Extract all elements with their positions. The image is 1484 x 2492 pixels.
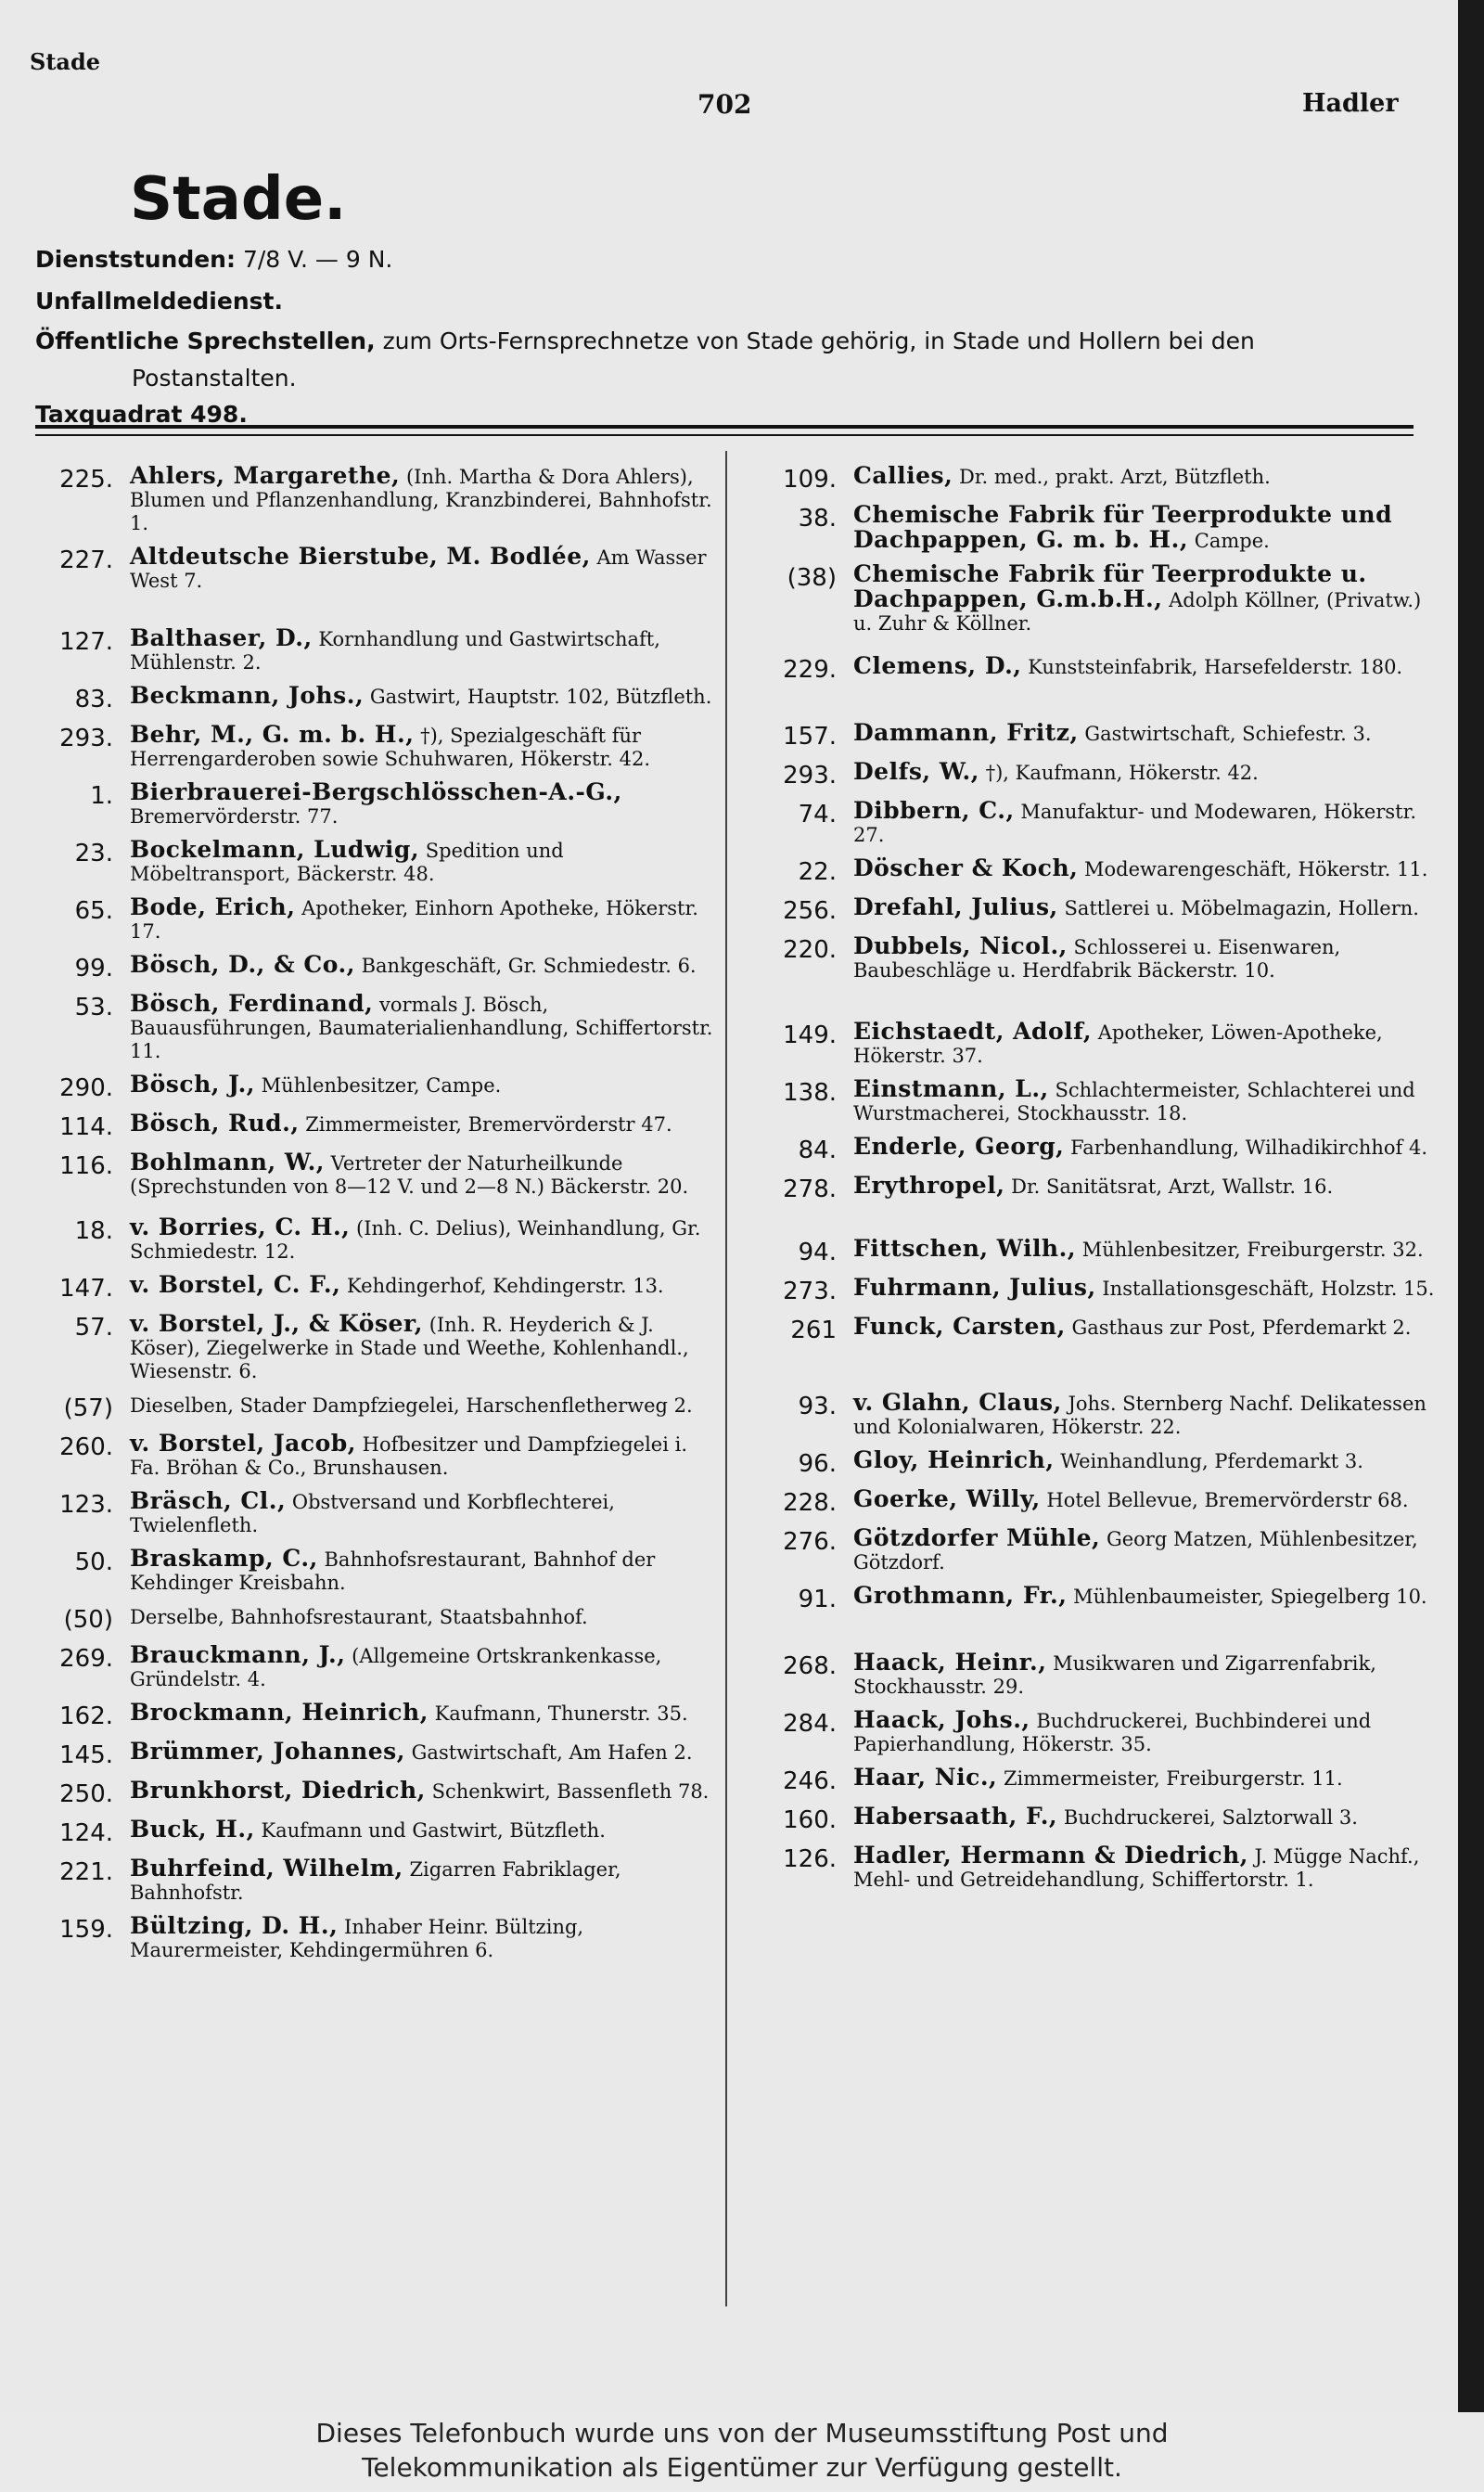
entry-text [130,1111,723,1137]
phone-number: 53. [74,994,113,1021]
subscriber-details: Schlachtermeister, Schlachterei und Wurstmacherei, Stockhausstr. 18. [853,1079,1415,1124]
directory-entry [28,1432,723,1480]
subscriber-details: Spedition und Möbeltransport, Bäckerstr. 48. [130,840,564,885]
phone-number: 50. [74,1548,113,1576]
phone-number: 38. [798,505,837,533]
directory-entry [751,1805,1438,1834]
entry-text [130,626,723,674]
public-stations-continued: Postanstalten. [132,365,297,392]
entry-text [853,1651,1438,1699]
phone-number: 225. [59,466,113,494]
subscriber-details: Kaufmann, Thunerstr. 35. [434,1702,688,1725]
service-hours-value: 7/8 V. — 9 N. [242,246,393,273]
entry-text [853,1708,1438,1756]
subscriber-name: Habersaath, F., [853,1803,1058,1830]
directory-entry [751,721,1438,751]
subscriber-name: Bösch, Ferdinand, [130,990,374,1017]
subscriber-name: Brauckmann, J., [130,1641,346,1668]
subscriber-name: Döscher & Koch, [853,854,1079,881]
subscriber-name: v. Borries, C. H., [130,1214,351,1240]
subscriber-name: Goerke, Willy, [853,1485,1041,1512]
page-number: 702 [697,89,752,120]
subscriber-details: Weinhandlung, Pferdemarkt 3. [1060,1450,1363,1472]
entry-text [130,545,723,593]
subscriber-name: Bode, Erich, [130,893,296,920]
entry-text [130,1701,723,1726]
entry-text [853,503,1438,553]
entry-text [130,1740,723,1765]
directory-entry [751,760,1438,790]
phone-number: 145. [59,1741,113,1769]
directory-entry [28,1856,723,1905]
subscriber-name: Dammann, Fritz, [853,719,1079,746]
subscriber-details: Gastwirtschaft, Am Hafen 2. [411,1741,693,1764]
running-head-left: Stade [30,48,101,75]
subscriber-name: Eichstaedt, Adolf, [853,1018,1093,1045]
tax-quadrat [35,401,248,428]
entry-text [853,760,1438,785]
entry-text [130,1273,723,1298]
phone-number: 57. [74,1314,113,1342]
directory-entry [28,545,723,593]
subscriber-details: Installationsgeschäft, Holzstr. 15. [1102,1278,1435,1300]
phone-number: 127. [59,628,113,656]
subscriber-details: Zigarren Fabriklager, Bahnhofstr. [130,1858,621,1904]
phone-number: 273. [783,1278,837,1305]
subscriber-name: v. Borstel, Jacob, [130,1430,356,1457]
subscriber-details: Farbenhandlung, Wilhadikirchhof 4. [1070,1137,1428,1159]
directory-entry [751,1391,1438,1439]
phone-number: 229. [783,656,837,684]
directory-entry [751,1708,1438,1756]
phone-number: 99. [74,955,113,983]
phone-number: 250. [59,1780,113,1808]
phone-number: 260. [59,1433,113,1461]
directory-entry [751,1315,1438,1344]
subscriber-details: Obstversand und Korbflechterei, Twielenfleth. [130,1491,615,1536]
phone-number: 126. [783,1845,837,1873]
entry-text [130,1779,723,1804]
subscriber-details: Dieselben, Stader Dampfziegelei, Harschenfletherweg 2. [130,1394,693,1417]
phone-number: 94. [798,1239,837,1266]
directory-entry [28,1393,723,1422]
public-stations-text: zum Orts-Fernsprechnetze von Stade gehörig, in Stade und Hollern bei den [382,328,1255,354]
subscriber-details: Bankgeschäft, Gr. Schmiedestr. 6. [361,955,697,977]
subscriber-name: Dibbern, C., [853,797,1015,824]
subscriber-details: Mühlenbesitzer, Freiburgerstr. 32. [1081,1239,1424,1261]
entry-text [130,1215,723,1264]
phone-number: 84. [798,1137,837,1164]
entry-text [130,723,723,771]
directory-entry [28,1073,723,1102]
subscriber-name: Bösch, J., [130,1071,255,1098]
entry-text [853,721,1438,746]
entry-text [853,1315,1438,1340]
subscriber-name: Fuhrmann, Julius, [853,1274,1096,1301]
service-hours-label: Dienststunden: [35,246,236,273]
phone-number: (57) [63,1394,113,1422]
subscriber-details: (Inh. C. Delius), Weinhandlung, Gr. Schmiedestr. 12. [130,1217,701,1263]
subscriber-name: Brümmer, Johannes, [130,1738,405,1765]
entry-text [853,799,1438,847]
subscriber-name: Bockelmann, Ludwig, [130,836,420,863]
subscriber-details: Campe. [1194,530,1270,552]
directory-entry [28,1604,723,1634]
directory-entry [751,503,1438,553]
subscriber-name: Ahlers, Margarethe, [130,462,401,489]
subscriber-details: Sattlerei u. Möbelmagazin, Hollern. [1064,897,1419,919]
subscriber-name: Haack, Heinr., [853,1649,1047,1676]
subscriber-name: Brunkhorst, Diedrich, [130,1777,426,1804]
subscriber-name: Altdeutsche Bierstube, M. Bodlée, [130,543,591,570]
directory-entry [751,1135,1438,1164]
phone-number: 284. [783,1710,837,1738]
subscriber-details: (Allgemeine Ortskrankenkasse, Gründelstr. 4. [130,1645,662,1690]
directory-entry [751,856,1438,886]
column-divider [725,451,727,2306]
entry-text [130,1547,723,1595]
subscriber-name: Behr, M., G. m. b. H., [130,721,415,748]
directory-entry [751,1020,1438,1068]
phone-number: 269. [59,1645,113,1673]
subscriber-details: Mühlenbesitzer, Campe. [261,1074,502,1097]
directory-entry [751,799,1438,847]
entry-text [853,1448,1438,1473]
entry-text [853,464,1438,489]
subscriber-name: Enderle, Georg, [853,1133,1065,1160]
entry-text [130,1432,723,1480]
entry-text [130,953,723,978]
phone-number: 1. [90,782,113,810]
phone-number: 256. [783,897,837,925]
phone-number: 261 [790,1317,837,1344]
subscriber-details: Mühlenbaumeister, Spiegelberg 10. [1073,1586,1427,1608]
phone-number: 160. [783,1806,837,1834]
subscriber-details: Gasthaus zur Post, Pferdemarkt 2. [1071,1317,1412,1339]
phone-number: 123. [59,1491,113,1519]
subscriber-details: Bahnhofsrestaurant, Bahnhof der Kehdinger Kreisbahn. [130,1548,656,1594]
directory-entry [28,1643,723,1691]
entry-text [130,780,723,829]
subscriber-details: Manufaktur- und Modewaren, Hökerstr. 27. [853,801,1417,846]
header-rule [35,425,1414,429]
phone-number: 278. [783,1175,837,1203]
phone-number: 220. [783,936,837,964]
phone-number: 149. [783,1021,837,1049]
phone-number: 22. [798,858,837,886]
subscriber-details: Johs. Sternberg Nachf. Delikatessen und Kolonialwaren, Hökerstr. 22. [853,1393,1426,1438]
directory-entry [751,562,1438,636]
directory-entry [28,1312,723,1383]
public-stations [35,328,1255,354]
subscriber-name: v. Glahn, Claus, [853,1389,1062,1416]
directory-entry [751,895,1438,925]
subscriber-details: Dr. med., prakt. Arzt, Bützfleth. [958,466,1271,488]
phone-number: 293. [783,762,837,790]
entry-text [853,1237,1438,1262]
directory-entry [751,464,1438,494]
entry-text [130,895,723,944]
directory-entry [28,780,723,829]
directory-entry [28,1489,723,1537]
subscriber-details: Kunststeinfabrik, Harsefelderstr. 180. [1028,656,1403,678]
subscriber-name: Balthaser, D., [130,624,313,651]
subscriber-name: Chemische Fabrik für Teerprodukte und Dachpappen, G. m. b. H., [853,501,1393,553]
directory-entry [28,1547,723,1595]
entry-text [130,1643,723,1691]
phone-number: 268. [783,1652,837,1680]
directory-entry [751,1174,1438,1203]
subscriber-details: Kornhandlung und Gastwirtschaft, Mühlenstr. 2. [130,628,660,674]
directory-entry [751,1651,1438,1699]
running-head-right: Hadler [1302,89,1399,118]
phone-number: 276. [783,1528,837,1556]
subscriber-name: Beckmann, Johs., [130,682,365,709]
directory-entry [751,934,1438,983]
entry-text [130,464,723,535]
directory-entry [751,1843,1438,1892]
subscriber-details: J. Mügge Nachf., Mehl- und Getreidehandlung, Schiffertorstr. 1. [853,1845,1420,1891]
subscriber-details: Kehdingerhof, Kehdingerstr. 13. [347,1275,664,1297]
directory-entry [28,1150,723,1199]
entry-text [853,1526,1438,1574]
phone-number: 23. [74,840,113,867]
phone-number: 96. [798,1450,837,1478]
subscriber-details: Hotel Bellevue, Bremervörderstr 68. [1046,1489,1409,1511]
subscriber-name: Bösch, D., & Co., [130,951,355,978]
accident-service [35,288,283,315]
subscriber-details: Dr. Sanitätsrat, Arzt, Wallstr. 16. [1011,1175,1334,1198]
tax-quadrat-label: Taxquadrat 498. [35,401,248,428]
subscriber-name: Fittschen, Wilh., [853,1235,1077,1262]
phone-number: 138. [783,1079,837,1107]
phone-number: 116. [59,1152,113,1180]
directory-entry [28,1818,723,1847]
public-stations-label: Öffentliche Sprechstellen, [35,328,376,354]
entry-text [130,1393,723,1418]
entry-text [130,1312,723,1383]
subscriber-name: Haack, Johs., [853,1706,1030,1733]
directory-entry [28,723,723,771]
phone-number: 221. [59,1858,113,1886]
phone-number: 162. [59,1702,113,1730]
footer-notice [0,2412,1484,2492]
phone-number: 114. [59,1113,113,1141]
subscriber-name: Bösch, Rud., [130,1110,300,1137]
subscriber-name: Buck, H., [130,1816,255,1843]
subscriber-name: Haar, Nic., [853,1764,998,1791]
directory-entry [751,654,1438,684]
subscriber-details: Zimmermeister, Freiburgerstr. 11. [1003,1767,1343,1790]
subscriber-name: Chemische Fabrik für Teerprodukte u. Dachpappen, G.m.b.H., [853,560,1367,612]
subscriber-details: Hofbesitzer und Dampfziegelei i. Fa. Bröhan & Co., Brunshausen. [130,1433,688,1479]
subscriber-name: Bohlmann, W., [130,1149,325,1175]
entry-text [130,992,723,1063]
phone-number: 159. [59,1916,113,1944]
subscriber-details: Schlosserei u. Eisenwaren, Baubeschläge u. Herdfabrik Bäckerstr. 10. [853,936,1341,982]
subscriber-name: Bräsch, Cl., [130,1487,287,1514]
subscriber-details: Adolph Köllner, (Privatw.) u. Zuhr & Köllner. [853,589,1422,635]
entry-text [130,684,723,709]
entry-text [853,1584,1438,1609]
subscriber-details: vormals J. Bösch, Bauausführungen, Baumaterialienhandlung, Schiffertorstr. 11. [130,994,713,1062]
subscriber-details: Apotheker, Löwen-Apotheke, Hökerstr. 37. [853,1021,1383,1067]
subscriber-name: Clemens, D., [853,652,1022,679]
phone-number: 109. [783,466,837,494]
subscriber-details: Georg Matzen, Mühlenbesitzer, Götzdorf. [853,1528,1418,1574]
directory-entry [28,1701,723,1730]
subscriber-name: Braskamp, C., [130,1545,318,1572]
subscriber-details: (Inh. R. Heyderich & J. Köser), Ziegelwerke in Stade und Weethe, Kohlenhandl., Wiesenstr. 6. [130,1314,689,1382]
entry-text [853,1487,1438,1512]
subscriber-name: Götzdorfer Mühle, [853,1524,1101,1551]
entry-text [130,1150,723,1199]
subscriber-details: Derselbe, Bahnhofsrestaurant, Staatsbahnhof. [130,1606,588,1628]
subscriber-details: Am Wasser West 7. [130,546,707,592]
subscriber-details: Vertreter der Naturheilkunde (Sprechstunden von 8—12 V. und 2—8 N.) Bäckerstr. 20. [130,1152,689,1198]
entry-text [853,1843,1438,1892]
subscriber-details: Gastwirt, Hauptstr. 102, Bützfleth. [369,686,712,708]
phone-number: 18. [74,1217,113,1245]
entry-text [130,1856,723,1905]
subscriber-name: v. Borstel, C. F., [130,1271,341,1298]
entry-text [853,1276,1438,1301]
entry-text [853,895,1438,920]
subscriber-name: Erythropel, [853,1172,1005,1199]
entry-text [853,1020,1438,1068]
directory-entry [751,1276,1438,1305]
phone-number: 65. [74,897,113,925]
subscriber-name: Bültzing, D. H., [130,1912,339,1939]
entry-text [853,1077,1438,1125]
subscriber-name: Dubbels, Nicol., [853,932,1068,959]
directory-entry [28,1111,723,1141]
entry-text [130,1818,723,1843]
directory-entry [28,1273,723,1303]
subscriber-details: Buchdruckerei, Salztorwall 3. [1063,1806,1358,1829]
entry-text [853,1135,1438,1160]
directory-entry [28,992,723,1063]
directory-entry [28,838,723,886]
phone-number: (50) [63,1606,113,1634]
accident-service-label: Unfallmeldedienst. [35,288,283,315]
subscriber-details: Zimmermeister, Bremervörderstr 47. [305,1113,672,1136]
subscriber-name: Funck, Carsten, [853,1313,1066,1340]
subscriber-name: Drefahl, Julius, [853,893,1058,920]
subscriber-details: Apotheker, Einhorn Apotheke, Hökerstr. 17. [130,897,698,943]
subscriber-name: Hadler, Hermann & Diedrich, [853,1842,1248,1869]
subscriber-name: Delfs, W., [853,758,979,785]
phone-number: 290. [59,1074,113,1102]
phone-number: 124. [59,1819,113,1847]
phone-number: 293. [59,725,113,752]
phone-number: 157. [783,723,837,751]
footer-line-1: Dieses Telefonbuch wurde uns von der Museumsstiftung Post und [315,2418,1169,2448]
subscriber-details: Bremervörderstr. 77. [130,805,339,828]
subscriber-details: (Inh. Martha & Dora Ahlers), Blumen und Pflanzenhandlung, Kranzbinderei, Bahnhofstr. 1. [130,466,712,534]
directory-entry [751,1077,1438,1125]
directory-entry [751,1526,1438,1574]
phone-number: 91. [798,1586,837,1613]
subscriber-name: Bierbrauerei-Bergschlösschen-A.-G., [130,778,622,805]
entry-text [130,1489,723,1537]
directory-entry [28,953,723,983]
subscriber-details: Inhaber Heinr. Bültzing, Maurermeister, Kehdingermühren 6. [130,1916,584,1961]
directory-entry [28,1215,723,1264]
phone-number: 74. [798,801,837,829]
entry-text [853,1766,1438,1791]
scan-edge [1458,0,1484,2412]
phone-number: 93. [798,1393,837,1420]
entry-text [853,934,1438,983]
directory-entry [28,1779,723,1808]
subscriber-details: †), Kaufmann, Hökerstr. 42. [985,762,1259,784]
directory-entry [751,1237,1438,1266]
subscriber-details: Buchdruckerei, Buchbinderei und Papierhandlung, Hökerstr. 35. [853,1710,1372,1755]
directory-entry [751,1448,1438,1478]
entry-text [853,654,1438,679]
phone-number: 227. [59,546,113,574]
directory-entry [28,684,723,713]
directory-entry [28,626,723,674]
phone-number: 83. [74,686,113,713]
subscriber-name: v. Borstel, J., & Köser, [130,1310,423,1337]
entry-text [853,1805,1438,1830]
subscriber-details: †), Spezialgeschäft für Herrengarderoben sowie Schuhwaren, Hökerstr. 42. [130,725,651,770]
phone-number: (38) [787,564,837,592]
directory-entry [751,1584,1438,1613]
subscriber-details: Musikwaren und Zigarrenfabrik, Stockhausstr. 29. [853,1652,1376,1698]
header-rule-thin [35,434,1414,436]
phone-number: 228. [783,1489,837,1517]
entry-text [130,1914,723,1962]
directory-entry [28,895,723,944]
city-title: Stade. [130,165,347,234]
directory-entry [751,1487,1438,1517]
directory-entry [28,1740,723,1769]
subscriber-name: Brockmann, Heinrich, [130,1699,429,1726]
subscriber-details: Schenkwirt, Bassenfleth 78. [431,1780,710,1803]
entry-text [130,838,723,886]
entry-text [853,1391,1438,1439]
right-column [751,455,1438,1892]
entry-text [853,1174,1438,1199]
service-hours [35,246,392,273]
left-column [28,455,723,1962]
subscriber-name: Grothmann, Fr., [853,1582,1068,1609]
subscriber-name: Gloy, Heinrich, [853,1446,1055,1473]
entry-text [130,1604,723,1629]
subscriber-details: Gastwirtschaft, Schiefestr. 3. [1084,723,1372,745]
subscriber-name: Buhrfeind, Wilhelm, [130,1855,403,1882]
footer-line-2: Telekommunikation als Eigentümer zur Verfügung gestellt. [362,2452,1122,2483]
subscriber-name: Einstmann, L., [853,1075,1049,1102]
directory-entry [751,1766,1438,1795]
subscriber-details: Kaufmann und Gastwirt, Bützfleth. [261,1819,606,1842]
phone-number: 147. [59,1275,113,1303]
entry-text [853,562,1438,636]
phone-number: 246. [783,1767,837,1795]
entry-text [130,1073,723,1098]
directory-entry [28,1914,723,1962]
subscriber-details: Modewarengeschäft, Hökerstr. 11. [1084,858,1428,880]
directory-entry [28,464,723,535]
entry-text [853,856,1438,881]
subscriber-name: Callies, [853,462,953,489]
